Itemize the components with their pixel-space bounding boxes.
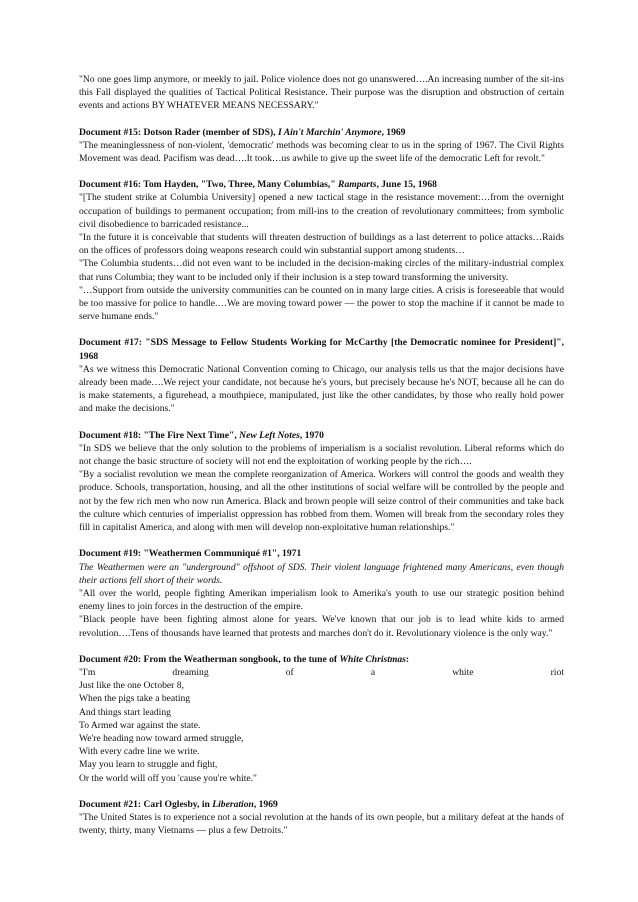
poem-line: Or the world will off you 'cause you're white." xyxy=(79,772,257,784)
doc16-paragraph: "…Support from outside the university communities can be counted on in many large cities. A crisis is foreseeable that would be too massive for police to handle.…We are moving toward power — the power to stop the machine if it cannot be made to serve humane ends." xyxy=(79,284,564,323)
doc15-heading-suffix: , 1969 xyxy=(381,126,406,138)
poem-word: white xyxy=(452,666,474,678)
doc17-paragraph: "As we witness this Democratic National Convention coming to Chicago, our analysis tells us that the major decisions have already been made….We reject your candidate, not because he's yours, but precisely because he's NOT, because all he can do is make statements, a figurehead, a mouthpiece, manipulated, just like the other candidates, by those who really hold power and make the decisions." xyxy=(79,363,564,415)
doc21-heading xyxy=(79,798,564,811)
doc18-paragraph: "By a socialist revolution we mean the complete reorganization of America. Workers will control the goods and wealth they produce. Schools, transportation, housing, and all the other institutions of social welfare will be controlled by the people and not by the few rich men who now run America. Black and brown people will seize control of their communities and take back the culture which centuries of imperialist oppression has robbed from them. Women will break from the secondary roles they fill in capitalist America, and along with men will develop non-exploitative human relationships." xyxy=(79,469,564,534)
doc21-heading-suffix: , 1969 xyxy=(253,798,278,810)
intro-quote: "No one goes limp anymore, or meekly to jail. Police violence does not go unanswered….An increasing number of the sit-ins this Fall displayed the qualities of Tactical Political Resistance. Their purpose was the disruption and obstruction of certain events and actions BY WHATEVER MEANS NECESSARY." xyxy=(79,74,564,112)
doc16-heading xyxy=(79,178,564,191)
poem-word: riot xyxy=(550,666,564,678)
doc19-note: The Weathermen were an "underground" offshoot of SDS. Their violent language frightened many Americans, even though their actions fell short of their words. xyxy=(79,561,564,586)
poem-line: And things start leading xyxy=(79,706,171,718)
poem-line: We're heading now toward armed struggle, xyxy=(79,732,244,744)
doc19-paragraph: "All over the world, people fighting Amerikan imperialism look to Amerika's youth to use our strategic position behind enemy lines to join forces in the destruction of the empire. xyxy=(79,587,564,613)
doc21-paragraph: "The United States is to experience not a social revolution at the hands of its own people, but a military defeat at the hands of twenty, thirty, many Vietnams — plus a few Detroits." xyxy=(79,811,564,837)
poem-line: When the pigs take a beating xyxy=(79,693,191,705)
doc19-paragraph: "Black people have been fighting almost alone for years. We've known that our job is to lead white kids to armed revolution….Tens of thousands have learned that protests and marches don't do it. Revolutionary violence is the only way." xyxy=(79,614,564,639)
poem-word: "I'm xyxy=(79,666,96,678)
document-page xyxy=(79,73,564,837)
doc20-heading-suffix: : xyxy=(405,653,410,665)
poem-line: To Armed war against the state. xyxy=(79,719,201,731)
doc20-heading-title: White Christmas xyxy=(339,653,406,665)
doc19-heading: Document #19: "Weathermen Communiqué #1", 1971 xyxy=(79,548,302,560)
doc21-heading-title: Liberation xyxy=(212,798,254,810)
doc16-heading-title: Ramparts xyxy=(338,179,377,191)
doc18-heading xyxy=(79,429,564,442)
poem-word: dreaming xyxy=(172,666,209,678)
doc16-paragraph: "In the future it is conceivable that students will threaten destruction of buildings as a last deterrent to police attacks…Raids on the offices of professors doing weapons research could win substantial support among students… xyxy=(79,232,564,257)
doc15-heading-prefix: Document #15: Dotson Rader (member of SDS), xyxy=(79,126,278,138)
doc16-heading-prefix: Document #16: Tom Hayden, "Two, Three, Many Columbias," xyxy=(79,179,339,191)
doc18-paragraph: "In SDS we believe that the only solution to the problems of imperialism is a socialist revolution. Liberal reforms which do not change the basic structure of society will not end the exploitation of working people by the rich…. xyxy=(79,442,564,468)
doc15-heading-title: I Ain't Marchin' Anymore xyxy=(277,126,382,138)
doc18-heading-suffix: , 1970 xyxy=(299,429,324,441)
poem-word: of xyxy=(285,666,294,678)
doc18-heading-prefix: Document #18: "The Fire Next Time", xyxy=(79,429,240,441)
poem-line: May you learn to struggle and fight, xyxy=(79,759,218,771)
doc16-paragraph: "[The student strike at Columbia University] opened a new tactical stage in the resistance movement:…from the overnight occupation of buildings to permanent occupation; from mill-ins to the creation of revolutionary committees; from symbolic civil disobedience to barricaded resistance... xyxy=(79,192,564,230)
poem-line: With every cadre line we write. xyxy=(79,746,200,758)
doc18-heading-title: New Left Notes xyxy=(239,429,300,441)
doc15-heading xyxy=(79,126,564,139)
doc17-heading: Document #17: "SDS Message to Fellow Students Working for McCarthy [the Democratic nominee for President]", 1968 xyxy=(79,337,564,362)
doc16-heading-suffix: , June 15, 1968 xyxy=(376,179,437,191)
doc16-paragraph: "The Columbia students…did not even want to be included in the decision-making circles of the military-industrial complex that runs Columbia; they want to be included only if their inclusion is a step toward transforming the university. xyxy=(79,258,564,283)
doc15-paragraph: "The meaninglessness of non-violent, 'democratic' methods was becoming clear to us in the spring of 1967. The Civil Rights Movement was dead. Pacifism was dead….It took…us awhile to give up the sweet life of the democratic Left for revolt." xyxy=(79,139,564,165)
doc20-heading-prefix: Document #20: From the Weatherman songbook, to the tune of xyxy=(79,653,340,665)
doc21-heading-prefix: Document #21: Carl Oglesby, in xyxy=(79,798,213,810)
poem-first-line xyxy=(79,666,564,679)
poem-word: a xyxy=(370,666,376,678)
poem-line: Just like the one October 8, xyxy=(79,680,184,692)
doc20-heading xyxy=(79,653,564,666)
